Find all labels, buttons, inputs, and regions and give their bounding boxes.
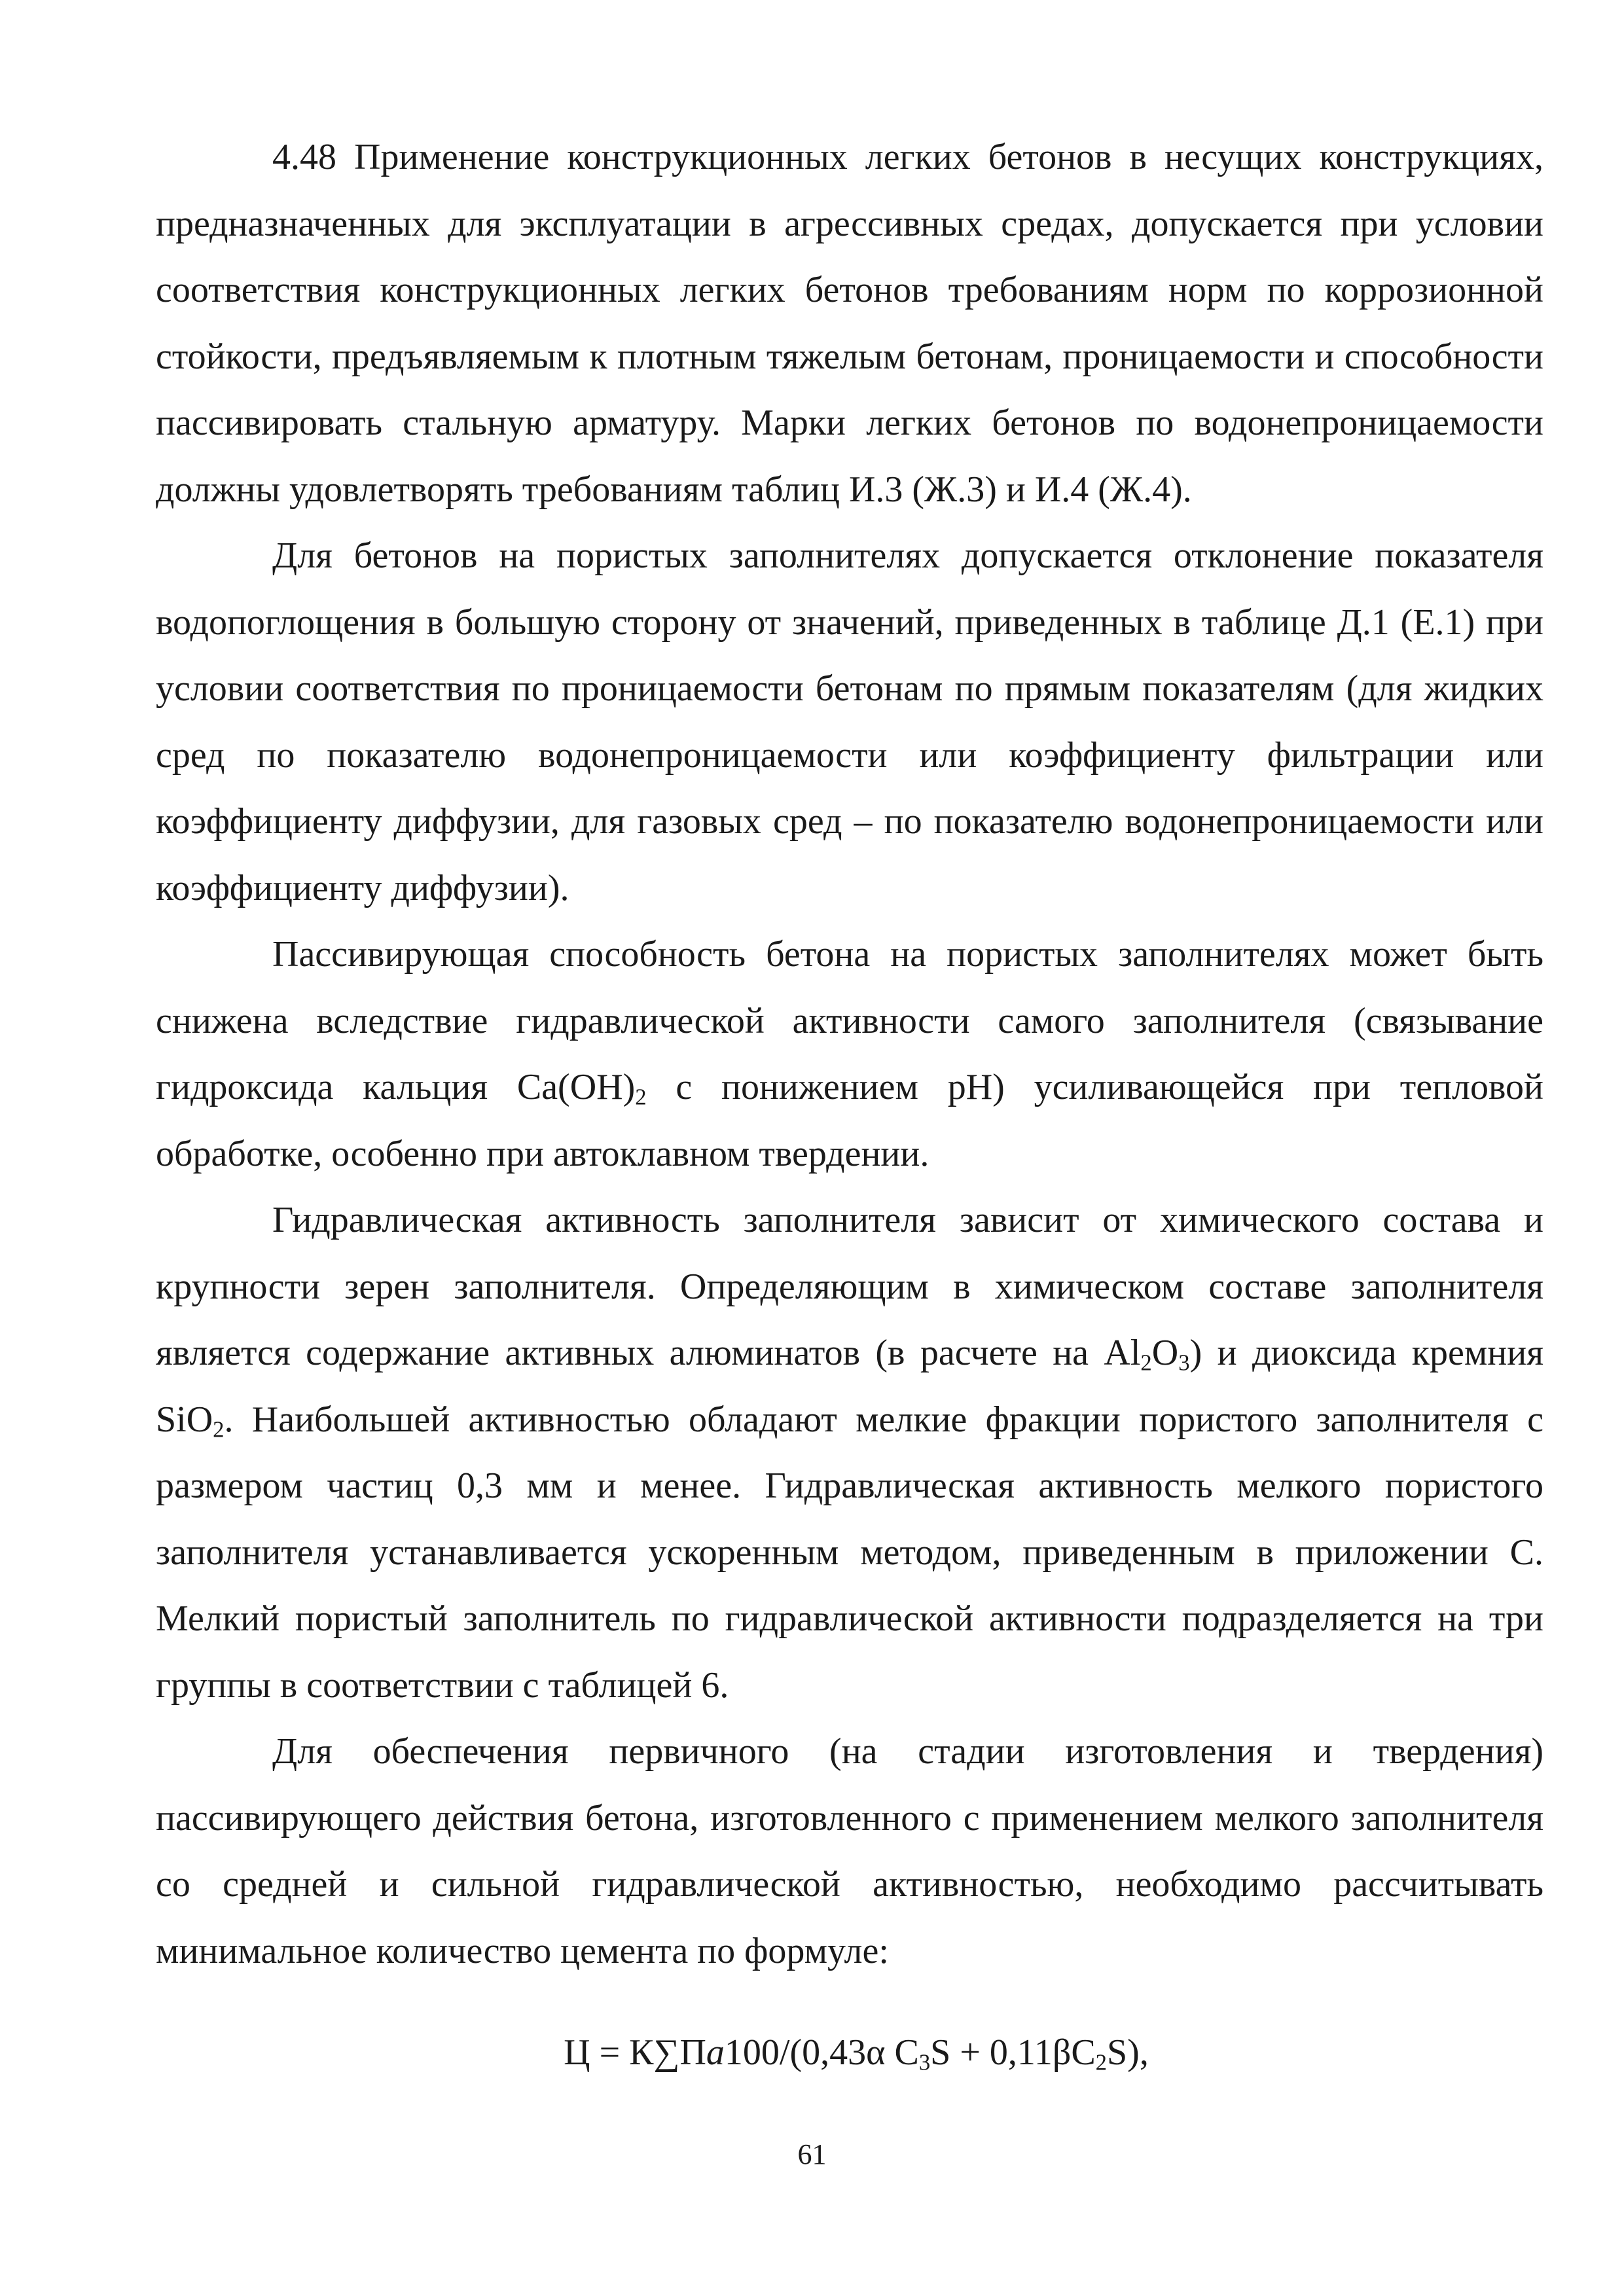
page-body [156,124,1543,2087]
page-number: 61 [797,2138,827,2170]
subscript: 2 [635,1084,647,1110]
formula-segment: S), [1107,2032,1149,2073]
text-segment: O [1151,1333,1179,1373]
text-segment: . Наибольшей активностью обладают мелкие фракции пористого заполнителя с размером частиц 0,3 мм и менее. Гидравлическая активность мелкого пористого заполнителя устанавливается ускоренным методом, приведенным в приложении С. Мелкий пористый заполнитель по гидравлической активности подразделяется на три группы в соответствии с таблицей 6. [156,1399,1543,1706]
paragraph-cement-minimum: Для обеспечения первичного (на стадии изготовления и твердения) пассивирующего действия бетона, изготовленного с применением мелкого заполнителя со средней и сильной гидравлической активностью, необходимо рассчитывать минимальное количество цемента по формуле: [156,1731,1543,1971]
paragraph-hydraulic-activity [156,1187,1543,1719]
cement-formula [156,2020,1543,2087]
subscript: 2 [1140,1350,1152,1376]
text-segment: Пассивирующая способность бетона на пористых заполнителях может быть снижена вследствие гидравлической активности самого заполнителя (связывание гидроксида кальция Ca(OH) [156,934,1543,1107]
subscript: 2 [1095,2049,1108,2075]
text-segment: Гидравлическая активность заполнителя зависит от химического состава и крупности зерен заполнителя. Определяющим в химическом составе заполнителя является содержание активных алюминатов (в расчете на Al [156,1200,1543,1373]
subscript: 2 [213,1416,225,1443]
subscript: 3 [1178,1350,1190,1376]
paragraph-passivating-ability [156,922,1543,1187]
text-segment: с понижением pH) усиливающейся при тепловой обработке, особенно при автоклавном твердении. [156,1067,1543,1174]
formula-variable: a [706,2032,725,2073]
formula-segment: S + 0,11βC [930,2032,1096,2073]
paragraph-porous-aggregate-absorption: Для бетонов на пористых заполнителях допускается отклонение показателя водопоглощения в большую сторону от значений, приведенных в таблице Д.1 (Е.1) при условии соответствия по проницаемости бетонам по прямым показателям (для жидких сред по показателю водонепроницаемости или коэффициенту фильтрации или коэффициенту диффузии, для газовых сред – по показателю водонепроницаемости или коэффициенту диффузии). [156,535,1543,908]
formula-segment: 100/(0,43α C [724,2032,919,2073]
text-segment: ) и диоксида кремния SiO [156,1333,1544,1440]
paragraph-4-48: 4.48 Применение конструкционных легких бетонов в несущих конструкциях, предназначенных для эксплуатации в агрессивных средах, допускается при условии соответствия конструкционных легких бетонов требованиям норм по коррозионной стойкости, предъявляемым к плотным тяжелым бетонам, проницаемости и способности пассивировать стальную арматуру. Марки легких бетонов по водонепроницаемости должны удовлетворять требованиям таблиц И.3 (Ж.3) и И.4 (Ж.4). [156,137,1543,510]
subscript: 3 [918,2049,931,2075]
formula-segment: Ц = К∑П [564,2032,706,2073]
